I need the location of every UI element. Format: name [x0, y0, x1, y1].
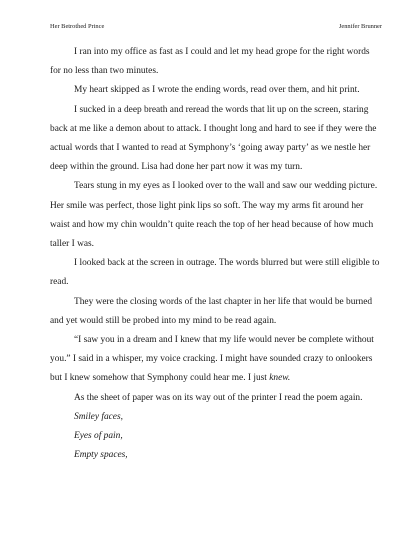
- paragraph: I sucked in a deep breath and reread the words that lit up on the screen, staring back at me like a demon about to attack. I thought long and hard to see if they were the actual words that I wanted to read at Symphony’s ‘going away party’ as we nestle her deep within the ground. Lisa had done her part now it was my turn.: [50, 104, 377, 173]
- paragraph: I looked back at the screen in outrage. The words blurred but were still eligible to read.: [50, 258, 380, 288]
- poem-line: Empty spaces,: [74, 450, 128, 461]
- header-title: Her Betrothed Prince: [50, 23, 105, 30]
- paragraph-text: “I saw you in a dream and I knew that my life would never be complete without you.” I said in a whisper, my voice cracking. I might have sounded crazy to onlookers but I knew somehow that Symphony could hear me. I just: [50, 335, 374, 384]
- paragraph: They were the closing words of the last chapter in her life that would be burned and yet would still be probed into my mind to be read again.: [50, 296, 373, 326]
- poem-line: Eyes of pain,: [74, 431, 123, 442]
- paragraph: As the sheet of paper was on its way out of the printer I read the poem again.: [74, 392, 363, 403]
- body-text: [50, 43, 381, 465]
- paragraph: [50, 331, 381, 389]
- page-header: [50, 22, 382, 34]
- header-author: Jennifer Brunner: [338, 23, 382, 30]
- paragraph-emphasis: knew.: [269, 373, 291, 384]
- paragraph: My heart skipped as I wrote the ending words, read over them, and hit print.: [74, 85, 360, 96]
- poem-line: Smiley faces,: [74, 411, 123, 422]
- paragraph: Tears stung in my eyes as I looked over to the wall and saw our wedding picture. Her smile was perfect, those light pink lips so soft. The way my arms fit around her waist and how my chin wouldn’t quite reach the top of her head because of how much taller I was.: [50, 181, 378, 250]
- paragraph: I ran into my office as fast as I could and let my head grope for the right words for no less than two minutes.: [50, 47, 370, 77]
